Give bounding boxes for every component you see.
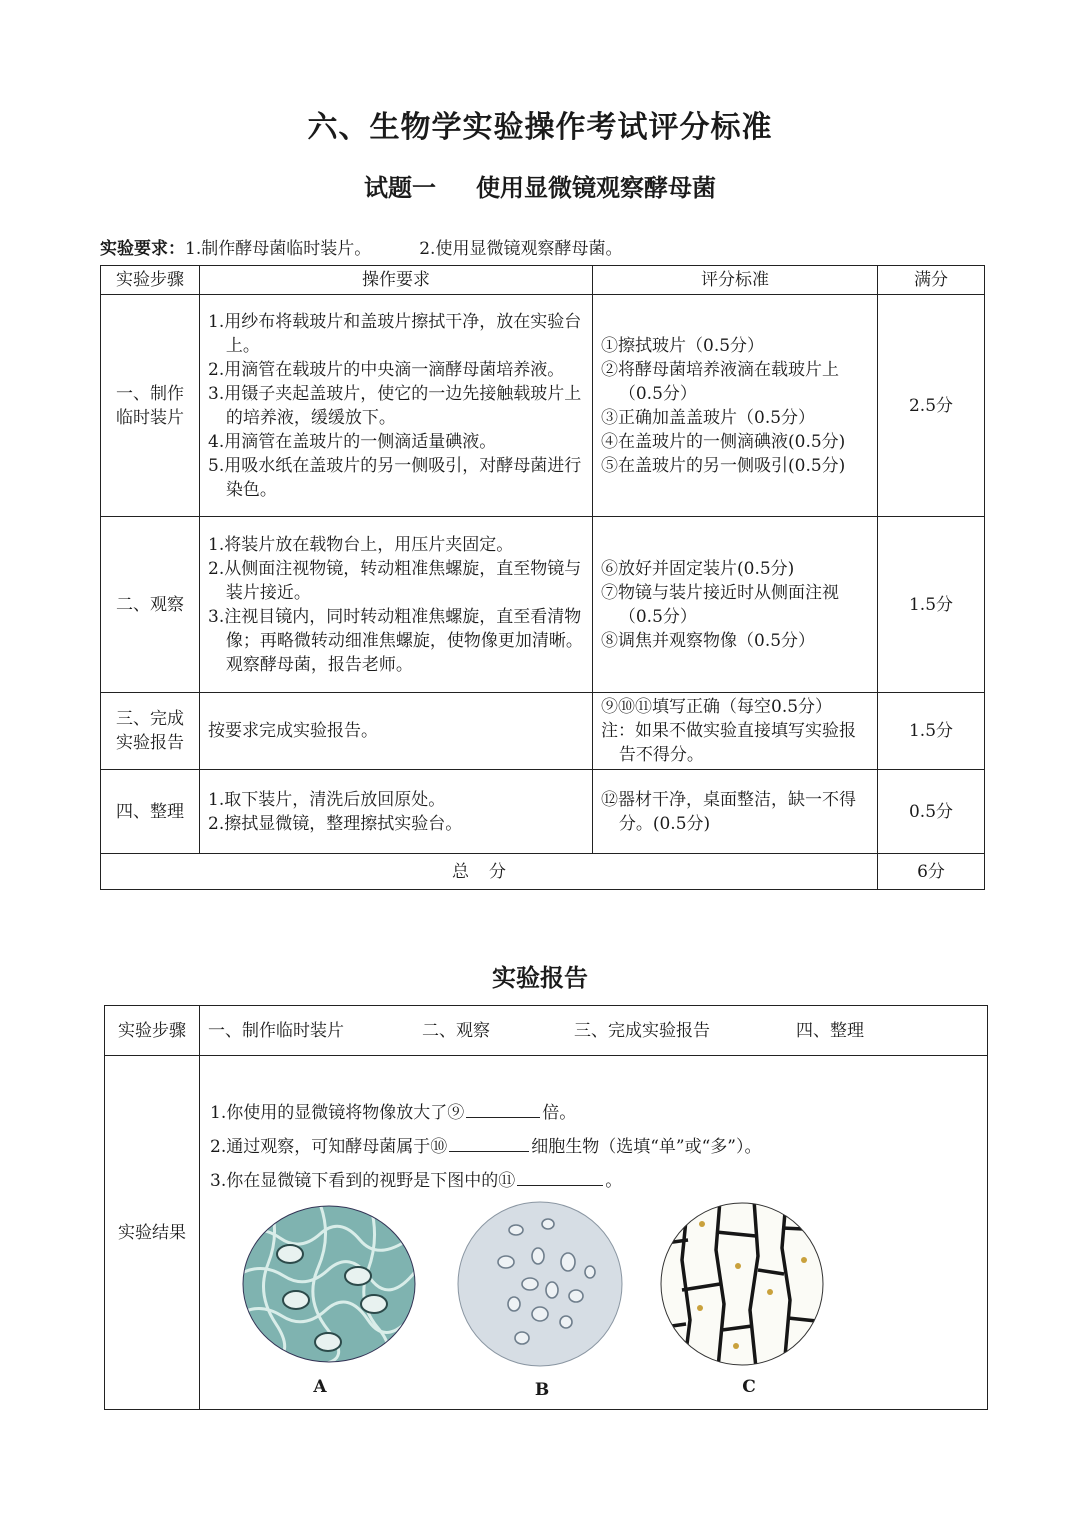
full-score-cell: 0.5分 bbox=[878, 770, 985, 854]
header-operation: 操作要求 bbox=[200, 266, 593, 295]
report-title: 实验报告 bbox=[492, 964, 588, 992]
step-cell: 二、观察 bbox=[101, 517, 200, 693]
requirement-item: 1.制作酵母菌临时装片。 bbox=[185, 239, 372, 259]
operation-cell: 1.将装片放在载物台上，用压片夹固定。 2.从侧面注视物镜，转动粗准焦螺旋，直至物镜与装片接近。 3.注视目镜内，同时转动粗准焦螺旋，直至看清物像；再略微转动细准焦螺旋，使物像更加清晰。观察酵母菌，报告老师。 bbox=[200, 517, 593, 693]
criteria-cell: ①擦拭玻片（0.5分） ②将酵母菌培养液滴在载玻片上（0.5分） ③正确加盖盖玻片（0.5分） ④在盖玻片的一侧滴碘液(0.5分) ⑤在盖玻片的另一侧吸引(0.5分) bbox=[593, 295, 878, 517]
report-step: 四、整理 bbox=[796, 1020, 864, 1041]
report-steps-row bbox=[105, 1006, 988, 1056]
question-subtitle bbox=[0, 168, 1080, 203]
header-step: 实验步骤 bbox=[101, 266, 200, 295]
total-label: 总分 bbox=[101, 854, 878, 890]
table-row bbox=[101, 693, 985, 770]
answer-blank-9[interactable] bbox=[466, 1099, 540, 1118]
report-steps-label: 实验步骤 bbox=[105, 1006, 200, 1056]
scoring-table bbox=[100, 265, 985, 890]
yeast-cells-micrograph-icon bbox=[456, 1200, 624, 1368]
answer-blank-11[interactable] bbox=[517, 1167, 603, 1186]
criteria-cell: ⑨⑩⑪填写正确（每空0.5分） 注：如果不做实验直接填写实验报告不得分。 bbox=[593, 693, 878, 770]
step-cell: 三、完成 实验报告 bbox=[101, 693, 200, 770]
table-row bbox=[101, 517, 985, 693]
full-score-cell: 1.5分 bbox=[878, 693, 985, 770]
criteria-cell: ⑫器材干净，桌面整洁，缺一不得分。(0.5分) bbox=[593, 770, 878, 854]
report-step: 二、观察 bbox=[422, 1020, 490, 1041]
image-label-a: A bbox=[313, 1377, 327, 1397]
header-criteria: 评分标准 bbox=[593, 266, 878, 295]
question-name: 使用显微镜观察酵母菌 bbox=[476, 174, 716, 202]
criteria-cell: ⑥放好并固定装片(0.5分) ⑦物镜与装片接近时从侧面注视（0.5分） ⑧调焦并观察物像（0.5分） bbox=[593, 517, 878, 693]
full-score-cell: 1.5分 bbox=[878, 517, 985, 693]
step-cell: 一、制作 临时装片 bbox=[101, 295, 200, 517]
operation-cell: 1.取下装片，清洗后放回原处。 2.擦拭显微镜，整理擦拭实验台。 bbox=[200, 770, 593, 854]
image-label-b: B bbox=[534, 1380, 550, 1400]
report-step: 三、完成实验报告 bbox=[574, 1020, 710, 1041]
full-score-cell: 2.5分 bbox=[878, 295, 985, 517]
table-row bbox=[101, 770, 985, 854]
onion-epidermis-cells-micrograph-icon bbox=[658, 1200, 826, 1368]
requirements-label: 实验要求： bbox=[100, 239, 185, 259]
total-row bbox=[101, 854, 985, 890]
answer-blank-10[interactable] bbox=[449, 1133, 529, 1152]
table-row bbox=[101, 295, 985, 517]
question-number: 试题一 bbox=[364, 174, 436, 202]
experiment-requirements bbox=[100, 234, 622, 259]
plant-epidermis-stomata-micrograph-icon bbox=[240, 1204, 418, 1364]
total-value: 6分 bbox=[878, 854, 985, 890]
operation-cell: 按要求完成实验报告。 bbox=[200, 693, 593, 770]
header-full-score: 满分 bbox=[878, 266, 985, 295]
question-1: 1.你使用的显微镜将物像放大了⑨ 倍。 bbox=[210, 1098, 576, 1123]
report-results-label: 实验结果 bbox=[105, 1056, 200, 1410]
requirement-item: 2.使用显微镜观察酵母菌。 bbox=[419, 239, 623, 259]
question-3: 3.你在显微镜下看到的视野是下图中的⑪ 。 bbox=[210, 1166, 622, 1191]
report-steps bbox=[200, 1006, 988, 1056]
question-2: 2.通过观察，可知酵母菌属于⑩ 细胞生物（选填“单”或“多”）。 bbox=[210, 1132, 762, 1157]
image-label-c: C bbox=[742, 1377, 756, 1397]
operation-cell: 1.用纱布将载玻片和盖玻片擦拭干净，放在实验台上。 2.用滴管在载玻片的中央滴一滴酵母菌培养液。 3.用镊子夹起盖玻片，使它的一边先接触载玻片上的培养液，缓缓放下。 4.用滴管在盖玻片的一侧滴适量碘液。 5.用吸水纸在盖玻片的另一侧吸引，对酵母菌进行染色。 bbox=[200, 295, 593, 517]
report-step: 一、制作临时装片 bbox=[208, 1020, 344, 1041]
page-title: 六、生物学实验操作考试评分标准 bbox=[307, 110, 773, 145]
step-cell: 四、整理 bbox=[101, 770, 200, 854]
